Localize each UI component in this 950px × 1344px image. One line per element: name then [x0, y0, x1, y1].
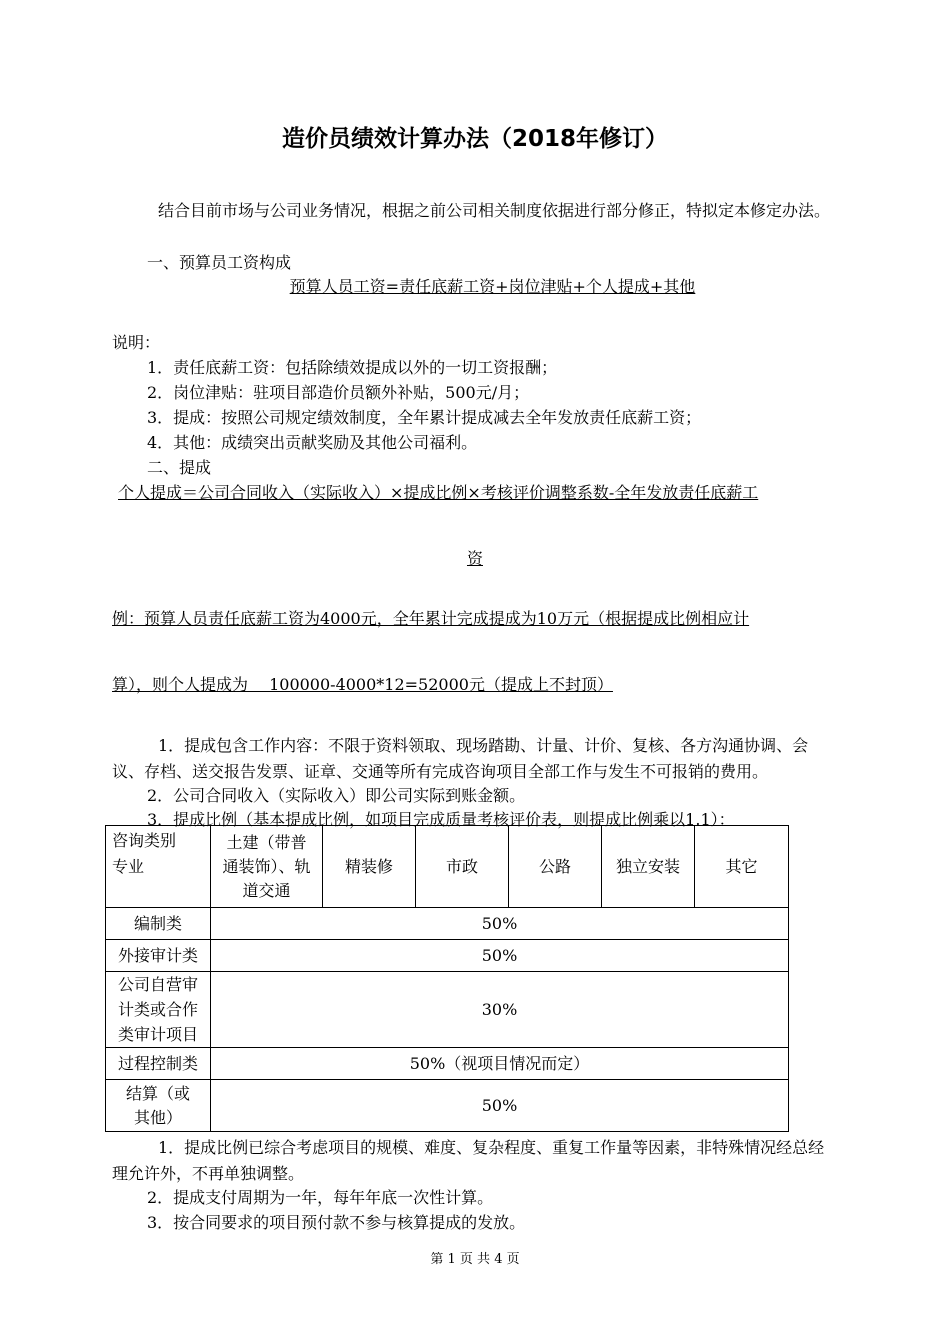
- intro-paragraph: 结合目前市场与公司业务情况，根据之前公司相关制度依据进行部分修正，特拟定本修定办法。: [158, 201, 831, 220]
- footnote-3: 3．按合同要求的项目预付款不参与核算提成的发放。: [147, 1213, 526, 1232]
- rate-value: 50%: [211, 908, 789, 940]
- commission-item-2: 2．公司合同收入（实际收入）即公司实际到账金额。: [147, 786, 526, 805]
- corner-label-specialty: 专业: [112, 857, 145, 876]
- column-header: 土建（带普通装饰）、轨道交通: [211, 826, 323, 908]
- commission-rate-table: [105, 825, 789, 1132]
- footnote-1: 1．提成比例已综合考虑项目的规模、难度、复杂程度、重复工作量等因素，非特殊情况经总经理允许外，不再单独调整。: [112, 1138, 825, 1183]
- row-label: 编制类: [106, 908, 211, 940]
- table-row: [106, 940, 789, 972]
- table-corner-cell: [106, 826, 211, 908]
- commission-item-1: 1．提成包含工作内容：不限于资料领取、现场踏勘、计量、计价、复核、各方沟通协调、会议、存档、送交报告发票、证章、交通等所有完成咨询项目全部工作与发生不可报销的费用。: [112, 736, 809, 781]
- column-header: 独立安装: [602, 826, 695, 908]
- note-item: 1．责任底薪工资：包括除绩效提成以外的一切工资报酬；: [147, 358, 558, 377]
- table-row: [106, 1048, 789, 1080]
- document-title: 造价员绩效计算办法（2018年修订）: [281, 126, 668, 152]
- rate-value: 50%（视项目情况而定）: [211, 1048, 789, 1080]
- commission-formula-line1: 个人提成＝公司合同收入（实际收入）×提成比例×考核评价调整系数-全年发放责任底薪工: [118, 483, 759, 502]
- commission-formula-line2: 资: [466, 549, 483, 568]
- notes-label: 说明：: [112, 333, 161, 352]
- commission-item-3: 3．提成比例（基本提成比例，如项目完成质量考核评价表，则提成比例乘以1.1）：: [147, 810, 735, 829]
- example-line1: 例：预算人员责任底薪工资为4000元，全年累计完成提成为10万元（根据提成比例相应计: [112, 609, 750, 628]
- section2-heading: 二、提成: [147, 458, 212, 477]
- note-item: 3．提成：按照公司规定绩效制度，全年累计提成减去全年发放责任底薪工资；: [147, 408, 702, 427]
- row-label: 外接审计类: [106, 940, 211, 972]
- row-label: 过程控制类: [106, 1048, 211, 1080]
- rate-value: 50%: [211, 940, 789, 972]
- note-item: 2．岗位津贴：驻项目部造价员额外补贴，500元/月；: [147, 383, 530, 402]
- section1-heading: 一、预算员工资构成: [147, 253, 292, 272]
- footnote-2: 2．提成支付周期为一年，每年年底一次性计算。: [147, 1188, 494, 1207]
- row-label: 公司自营审计类或合作类审计项目: [106, 972, 211, 1048]
- rate-value: 50%: [211, 1080, 789, 1132]
- column-header: 精装修: [323, 826, 416, 908]
- row-label: 结算（或其他）: [106, 1080, 211, 1132]
- salary-formula: 预算人员工资=责任底薪工资+岗位津贴+个人提成+其他: [289, 277, 696, 296]
- column-header: 市政: [416, 826, 509, 908]
- note-item: 4．其他：成绩突出贡献奖励及其他公司福利。: [147, 433, 478, 452]
- example-line2: 算），则个人提成为 100000-4000*12=52000元（提成上不封顶）: [112, 675, 613, 694]
- table-row: [106, 908, 789, 940]
- table-row: [106, 1080, 789, 1132]
- corner-label-category: 咨询类别: [112, 831, 177, 850]
- table-header-row: [106, 826, 789, 908]
- column-header: 其它: [695, 826, 789, 908]
- table-row: [106, 972, 789, 1048]
- page-footer: 第 1 页 共 4 页: [430, 1252, 520, 1267]
- rate-value: 30%: [211, 972, 789, 1048]
- column-header: 公路: [509, 826, 602, 908]
